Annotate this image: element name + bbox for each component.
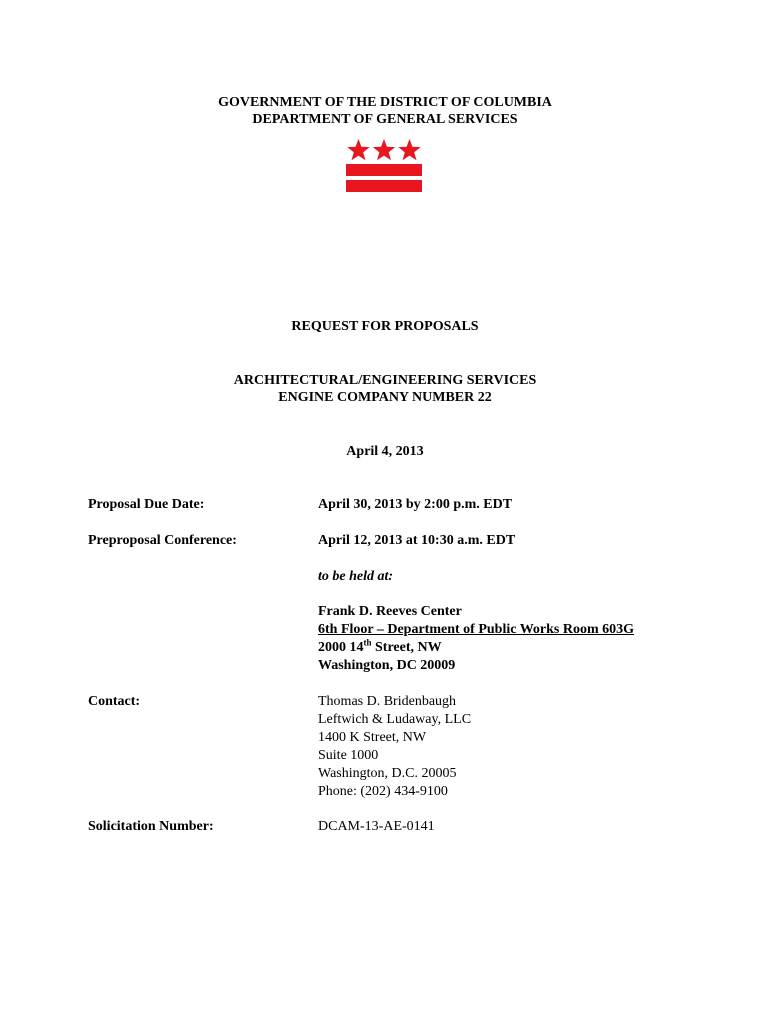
document-title: REQUEST FOR PROPOSALS — [291, 319, 479, 334]
services-line-1: ARCHITECTURAL/ENGINEERING SERVICES — [233, 373, 537, 388]
preproposal-label: Preproposal Conference: — [88, 533, 237, 548]
location-street: 2000 14th Street, NW — [318, 637, 442, 655]
star-icon — [347, 139, 369, 160]
contact-suite: Suite 1000 — [318, 748, 379, 763]
issue-date: April 4, 2013 — [346, 444, 424, 459]
services-line-2: ENGINE COMPANY NUMBER 22 — [278, 390, 492, 405]
contact-name: Thomas D. Bridenbaugh — [318, 694, 457, 709]
location-room: 6th Floor – Department of Public Works Room 603G — [318, 622, 635, 637]
proposal-due-value: April 30, 2013 by 2:00 p.m. EDT — [318, 497, 513, 512]
header — [0, 94, 770, 128]
held-at-text: to be held at: — [318, 569, 394, 584]
dc-flag-logo-icon — [346, 138, 422, 194]
solicitation-label: Solicitation Number: — [88, 819, 214, 834]
contact-address: 1400 K Street, NW — [318, 730, 427, 745]
contact-company: Leftwich & Ludaway, LLC — [318, 712, 472, 727]
star-icon — [373, 139, 395, 160]
header-government: GOVERNMENT OF THE DISTRICT OF COLUMBIA — [218, 95, 552, 110]
location-name: Frank D. Reeves Center — [318, 604, 462, 619]
solicitation-value: DCAM-13-AE-0141 — [318, 819, 435, 834]
star-icon — [398, 139, 420, 160]
preproposal-value: April 12, 2013 at 10:30 a.m. EDT — [318, 533, 516, 548]
proposal-due-label: Proposal Due Date: — [88, 497, 205, 512]
contact-label: Contact: — [88, 694, 141, 709]
flag-bar-bottom — [346, 180, 422, 192]
conference-location — [318, 603, 634, 675]
contact-city: Washington, D.C. 20005 — [318, 766, 457, 781]
services-heading — [0, 372, 770, 406]
contact-block — [318, 693, 471, 801]
flag-bar-top — [346, 164, 422, 176]
location-city: Washington, DC 20009 — [318, 658, 456, 673]
contact-phone: Phone: (202) 434-9100 — [318, 784, 448, 799]
header-department: DEPARTMENT OF GENERAL SERVICES — [252, 112, 518, 127]
